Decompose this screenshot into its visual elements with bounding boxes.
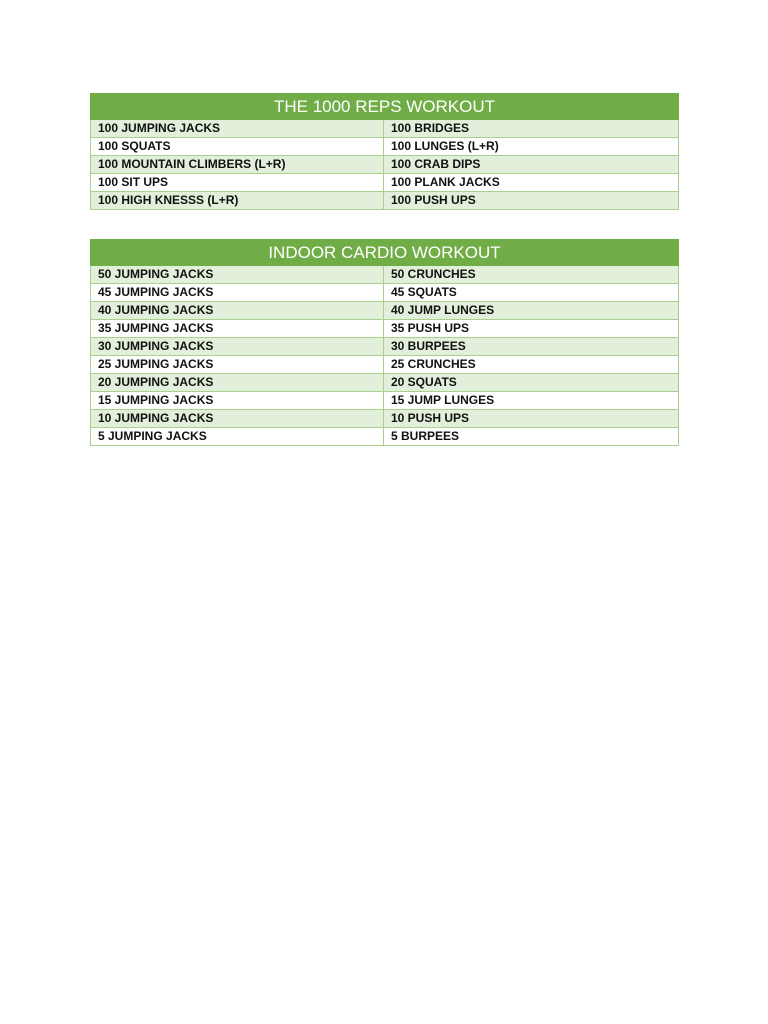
exercise-cell: 100 PLANK JACKS xyxy=(384,174,679,192)
table-row xyxy=(91,428,679,446)
exercise-cell: 10 JUMPING JACKS xyxy=(91,410,384,428)
exercise-cell: 20 JUMPING JACKS xyxy=(91,374,384,392)
exercise-cell: 20 SQUATS xyxy=(384,374,679,392)
exercise-cell: 45 JUMPING JACKS xyxy=(91,284,384,302)
table-header-row xyxy=(91,94,679,120)
exercise-cell: 100 PUSH UPS xyxy=(384,192,679,210)
table-row xyxy=(91,192,679,210)
exercise-cell: 100 LUNGES (L+R) xyxy=(384,138,679,156)
table-row xyxy=(91,410,679,428)
exercise-cell: 10 PUSH UPS xyxy=(384,410,679,428)
exercise-cell: 5 JUMPING JACKS xyxy=(91,428,384,446)
exercise-cell: 100 CRAB DIPS xyxy=(384,156,679,174)
table-title: THE 1000 REPS WORKOUT xyxy=(91,94,679,120)
exercise-cell: 25 CRUNCHES xyxy=(384,356,679,374)
exercise-cell: 100 JUMPING JACKS xyxy=(91,120,384,138)
exercise-cell: 50 CRUNCHES xyxy=(384,266,679,284)
table-row xyxy=(91,302,679,320)
table-row xyxy=(91,174,679,192)
table-row xyxy=(91,266,679,284)
exercise-cell: 45 SQUATS xyxy=(384,284,679,302)
exercise-cell: 30 JUMPING JACKS xyxy=(91,338,384,356)
table-row xyxy=(91,120,679,138)
table-header-row xyxy=(91,240,679,266)
table-row xyxy=(91,320,679,338)
exercise-cell: 5 BURPEES xyxy=(384,428,679,446)
exercise-cell: 35 PUSH UPS xyxy=(384,320,679,338)
table-title: INDOOR CARDIO WORKOUT xyxy=(91,240,679,266)
exercise-cell: 100 SQUATS xyxy=(91,138,384,156)
exercise-cell: 40 JUMPING JACKS xyxy=(91,302,384,320)
exercise-cell: 30 BURPEES xyxy=(384,338,679,356)
exercise-cell: 100 MOUNTAIN CLIMBERS (L+R) xyxy=(91,156,384,174)
table-row xyxy=(91,356,679,374)
exercise-cell: 25 JUMPING JACKS xyxy=(91,356,384,374)
table-row xyxy=(91,374,679,392)
table-row xyxy=(91,284,679,302)
exercise-cell: 35 JUMPING JACKS xyxy=(91,320,384,338)
exercise-cell: 100 HIGH KNESSS (L+R) xyxy=(91,192,384,210)
table-row xyxy=(91,338,679,356)
thousand-reps-table xyxy=(90,93,679,210)
exercise-cell: 15 JUMP LUNGES xyxy=(384,392,679,410)
table-row xyxy=(91,392,679,410)
indoor-cardio-table xyxy=(90,239,679,446)
exercise-cell: 50 JUMPING JACKS xyxy=(91,266,384,284)
table-row xyxy=(91,138,679,156)
exercise-cell: 100 SIT UPS xyxy=(91,174,384,192)
exercise-cell: 40 JUMP LUNGES xyxy=(384,302,679,320)
exercise-cell: 100 BRIDGES xyxy=(384,120,679,138)
exercise-cell: 15 JUMPING JACKS xyxy=(91,392,384,410)
table-row xyxy=(91,156,679,174)
